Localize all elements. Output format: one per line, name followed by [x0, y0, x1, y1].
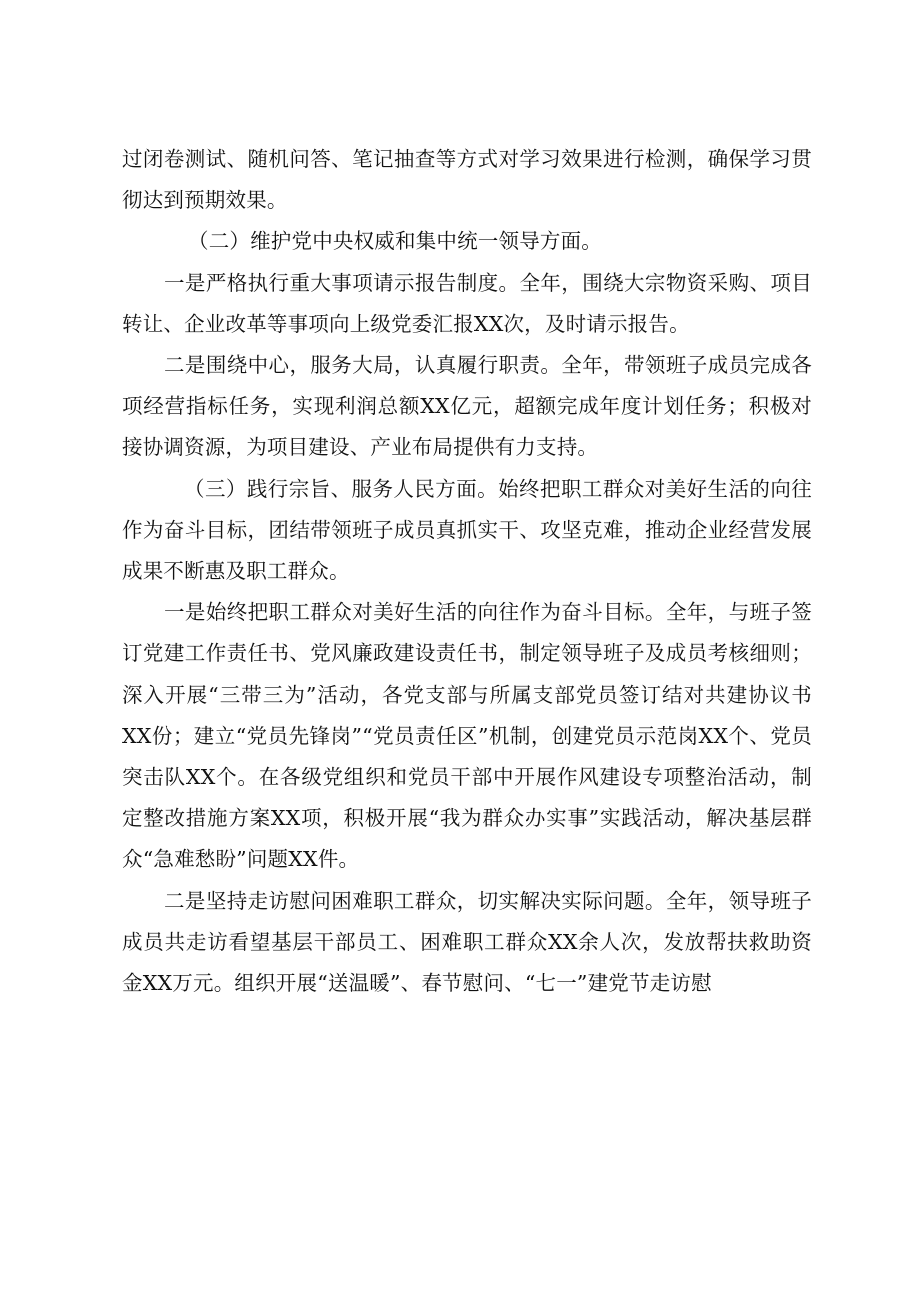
paragraph-3-2: 二是坚持走访慰问困难职工群众，切实解决实际问题。全年，领导班子成员共走访看望基层干部员工、困难职工群众XX余人次，发放帮扶救助资金XX万元。组织开展“送温暖”、春节慰问、“七一”建党节走访慰 [122, 888, 812, 996]
paragraph-2-1: 一是严格执行重大事项请示报告制度。全年，围绕大宗物资采购、项目转让、企业改革等事项向上级党委汇报XX次，及时请示报告。 [122, 270, 812, 336]
section-heading-3: （三）践行宗旨、服务人民方面。始终把职工群众对美好生活的向往作为奋斗目标，团结带领班子成员真抓实干、攻坚克难，推动企业经营发展成果不断惠及职工群众。 [122, 476, 812, 584]
section-heading-2: （二）维护党中央权威和集中统一领导方面。 [188, 229, 602, 254]
paragraph-3-1: 一是始终把职工群众对美好生活的向往作为奋斗目标。全年，与班子签订党建工作责任书、党风廉政建设责任书，制定领导班子及成员考核细则；深入开展“三带三为”活动，各党支部与所属支部党员签订结对共建协议书XX份；建立“党员先锋岗”“党员责任区”机制，创建党员示范岗XX个、党员突击队XX个。在各级党组织和党员干部中开展作风建设专项整治活动，制定整改措施方案XX项，积极开展“我为群众办实事”实践活动，解决基层群众“急难愁盼”问题XX件。 [122, 600, 812, 872]
paragraph-continuation: 过闭卷测试、随机问答、笔记抽查等方式对学习效果进行检测，确保学习贯彻达到预期效果。 [122, 147, 812, 213]
document-body [122, 139, 812, 1004]
paragraph-2-2: 二是围绕中心，服务大局，认真履行职责。全年，带领班子成员完成各项经营指标任务，实现利润总额XX亿元，超额完成年度计划任务；积极对接协调资源，为项目建设、产业布局提供有力支持。 [122, 353, 812, 460]
